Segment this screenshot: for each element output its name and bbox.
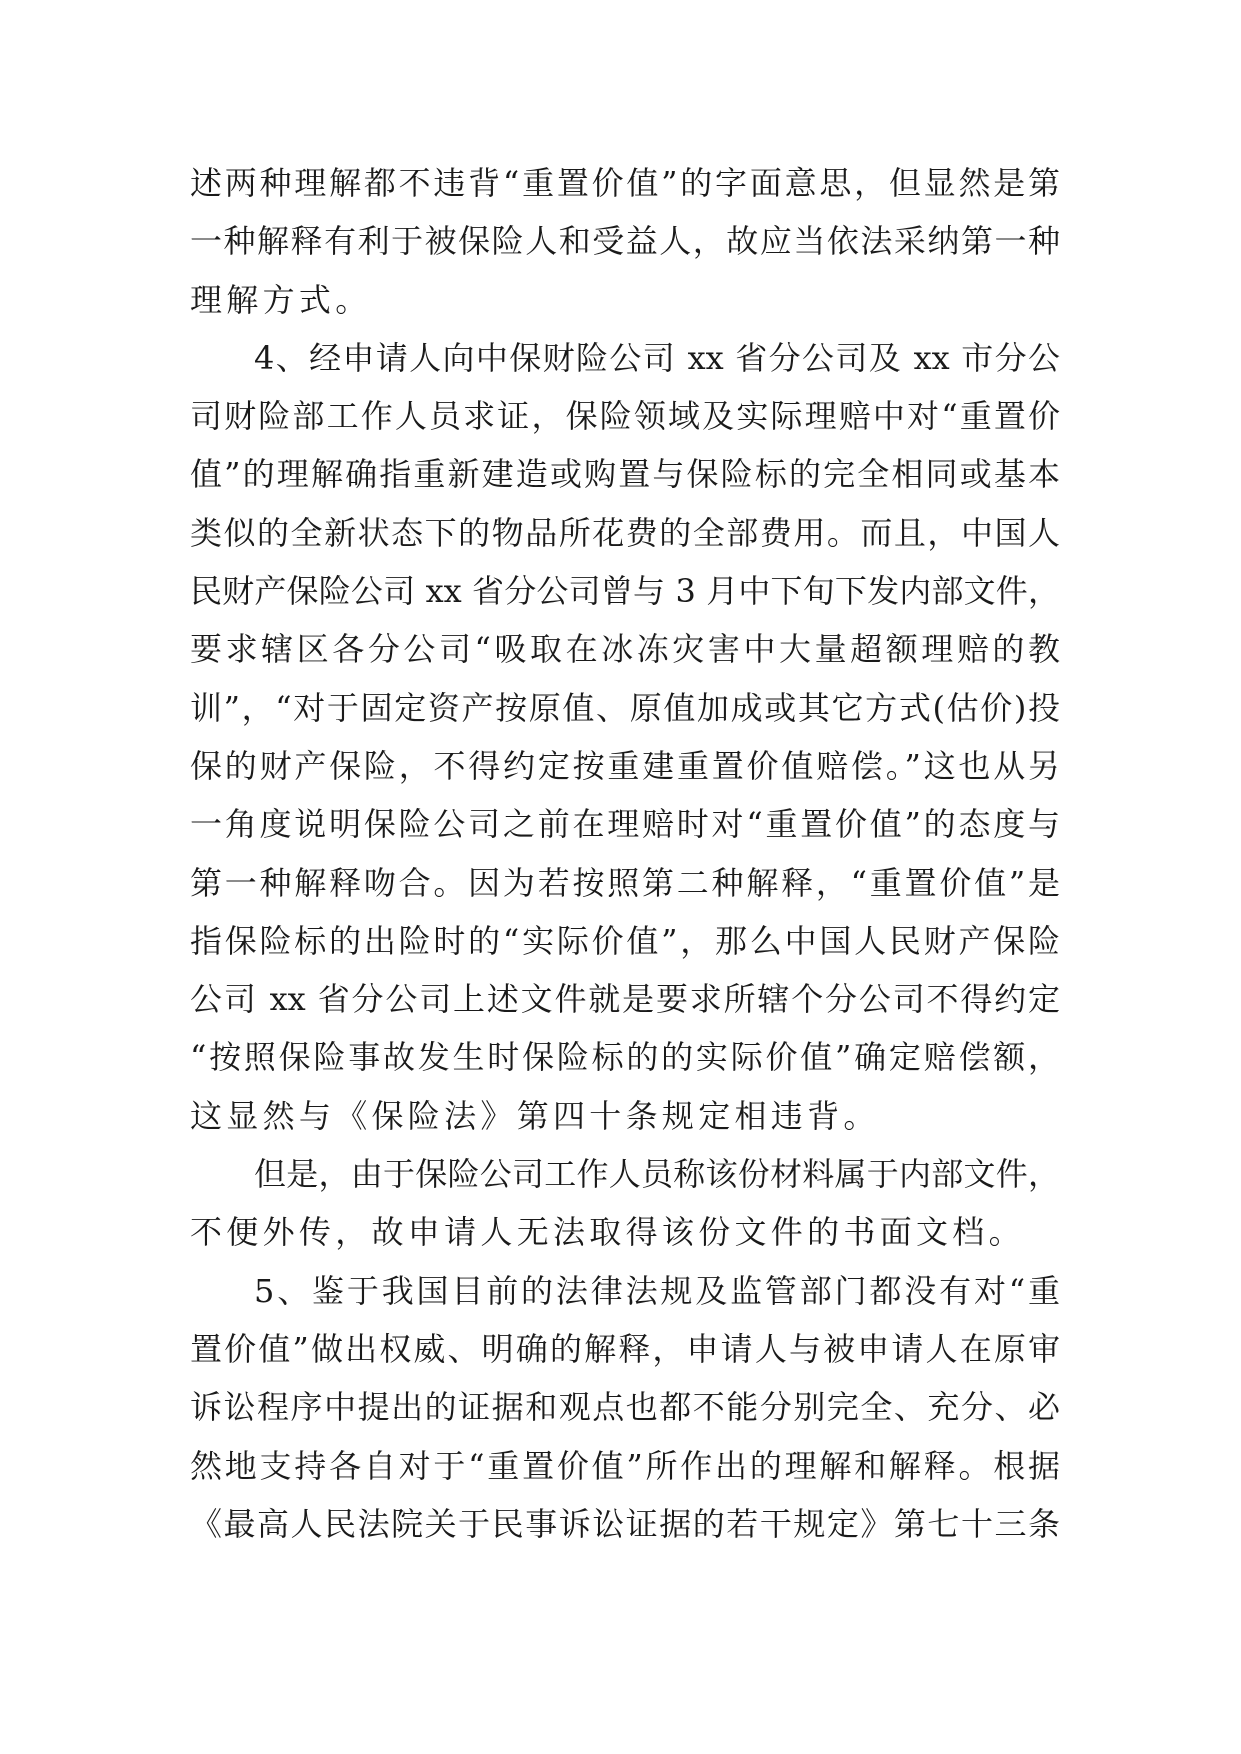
text-line: 司财险部工作人员求证，保险领域及实际理赔中对“重置价 [190, 397, 1060, 436]
text-line: 《最高人民法院关于民事诉讼证据的若干规定》第七十三条 [190, 1504, 1060, 1543]
text-line: 民财产保险公司 xx 省分公司曾与 3 月中下旬下发内部文件， [190, 572, 1060, 611]
text-line: 保的财产保险，不得约定按重建重置价值赔偿。”这也从另 [190, 746, 1060, 785]
text-line: 公司 xx 省分公司上述文件就是要求所辖个分公司不得约定 [190, 980, 1060, 1019]
text-line: 诉讼程序中提出的证据和观点也都不能分别完全、充分、必 [190, 1388, 1060, 1427]
text-line: 然地支持各自对于“重置价值”所作出的理解和解释。根据 [190, 1446, 1060, 1485]
text-line: 4、经申请人向中保财险公司 xx 省分公司及 xx 市分公 [254, 338, 1060, 377]
text-line: 第一种解释吻合。因为若按照第二种解释，“重置价值”是 [190, 863, 1060, 902]
text-line: 指保险标的出险时的“实际价值”，那么中国人民财产保险 [190, 921, 1060, 960]
text-line: 类似的全新状态下的物品所花费的全部费用。而且，中国人 [190, 513, 1060, 552]
text-line: 这显然与《保险法》第四十条规定相违背。 [190, 1096, 880, 1135]
text-line: 不便外传，故申请人无法取得该份文件的书面文档。 [190, 1213, 1025, 1252]
text-line: 述两种理解都不违背“重置价值”的字面意思，但显然是第 [190, 164, 1060, 202]
text-line: 一种解释有利于被保险人和受益人，故应当依法采纳第一种 [190, 222, 1060, 261]
text-line: 理解方式。 [190, 280, 372, 319]
body-text [190, 154, 1060, 1553]
text-line: “按照保险事故发生时保险标的的实际价值”确定赔偿额， [190, 1038, 1060, 1077]
text-line: 训”，“对于固定资产按原值、原值加成或其它方式(估价)投 [190, 688, 1060, 727]
text-line: 一角度说明保险公司之前在理赔时对“重置价值”的态度与 [190, 805, 1060, 844]
text-line: 值”的理解确指重新建造或购置与保险标的完全相同或基本 [190, 455, 1060, 494]
text-line: 5、鉴于我国目前的法律法规及监管部门都没有对“重 [254, 1271, 1060, 1310]
text-line: 但是，由于保险公司工作人员称该份材料属于内部文件， [254, 1155, 1060, 1194]
text-line: 要求辖区各分公司“吸取在冰冻灾害中大量超额理赔的教 [190, 630, 1060, 669]
text-line: 置价值”做出权威、明确的解释，申请人与被申请人在原审 [190, 1329, 1060, 1368]
